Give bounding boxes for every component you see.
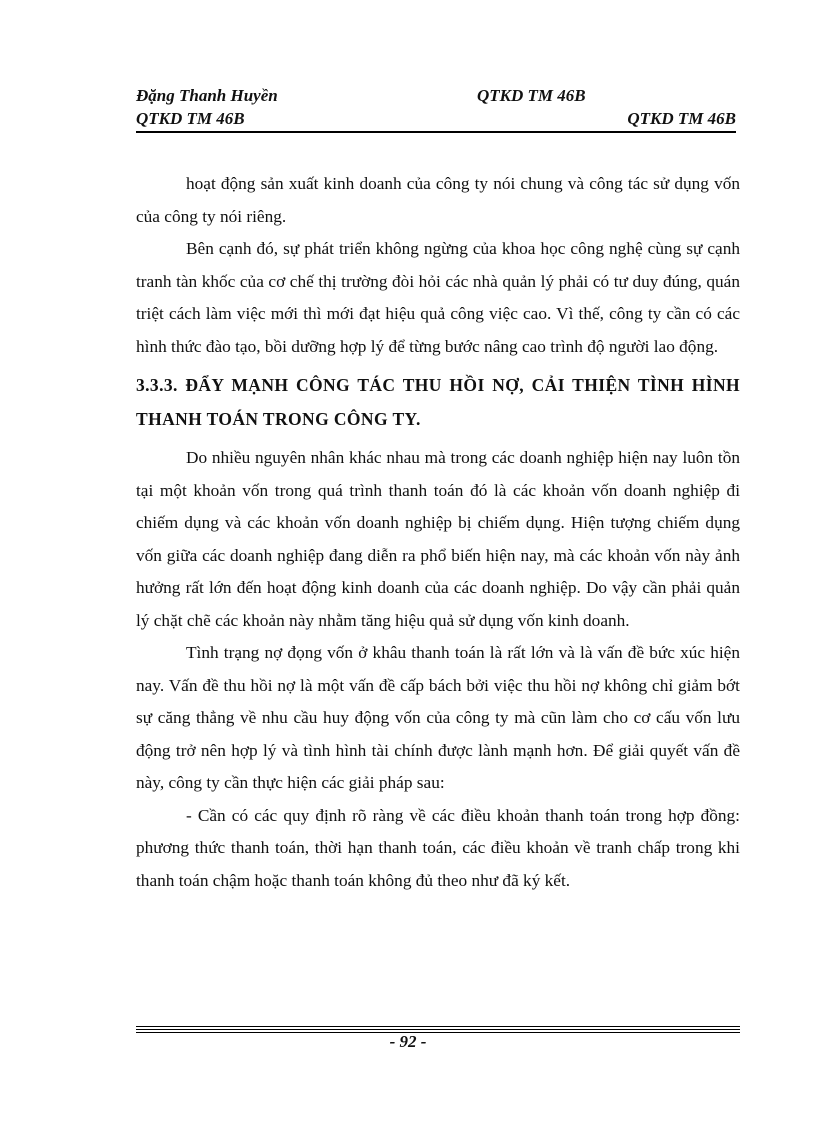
document-body	[136, 168, 740, 897]
page-header	[136, 84, 736, 134]
paragraph-capital-appropriation: Do nhiều nguyên nhân khác nhau mà trong các doanh nghiệp hiện nay luôn tồn tại một khoản vốn trong quá trình thanh toán đó là các khoản vốn doanh nghiệp đi chiếm dụng và các khoản vốn doanh nghiệp bị chiếm dụng. Hiện tượng chiếm dụng vốn giữa các doanh nghiệp đang diễn ra phổ biến hiện nay, mà các khoản vốn này ảnh hưởng rất lớn đến hoạt động kinh doanh của các doanh nghiệp. Do vậy cần phải quản lý chặt chẽ các khoản này nhằm tăng hiệu quả sử dụng vốn kinh doanh.	[136, 448, 740, 630]
paragraph-technology: Bên cạnh đó, sự phát triển không ngừng của khoa học công nghệ cùng sự cạnh tranh tàn khốc của cơ chế thị trường đòi hỏi các nhà quản lý phải có tư duy đúng, quán triệt cách làm việc mới thì mới đạt hiệu quả công việc cao. Vì thế, công ty cần có các hình thức đào tạo, bồi dưỡng hợp lý để từng bước nâng cao trình độ người lao động.	[136, 239, 740, 356]
paragraph-debt-collection: Tình trạng nợ đọng vốn ở khâu thanh toán là rất lớn và là vấn đề bức xúc hiện nay. Vấn đề thu hồi nợ là một vấn đề cấp bách bởi việc thu hồi nợ không chỉ giảm bớt sự căng thẳng về nhu cầu huy động vốn của công ty mà cũn làm cho cơ cấu vốn lưu động trở nên hợp lý và tình hình tài chính được lành mạnh hơn. Để giải quyết vấn đề này, công ty cần thực hiện các giải pháp sau:	[136, 643, 740, 792]
footer-rule-1	[136, 1026, 740, 1027]
header-author: Đặng Thanh Huyền	[136, 86, 278, 105]
header-rule	[136, 131, 736, 133]
paragraph-contract-terms: - Cần có các quy định rõ ràng về các điều khoản thanh toán trong hợp đồng: phương thức thanh toán, thời hạn thanh toán, các điều khoản về tranh chấp trong khi thanh toán chậm hoặc thanh toán không đủ theo như đã ký kết.	[136, 805, 740, 890]
paragraph-continuation: hoạt động sản xuất kinh doanh của công ty nói chung và công tác sử dụng vốn của công ty nói riêng.	[136, 174, 740, 226]
header-class-center: QTKD TM 46B	[477, 86, 586, 105]
footer-rule-2	[136, 1029, 740, 1030]
header-class-right: QTKD TM 46B	[627, 109, 736, 128]
header-class-left: QTKD TM 46B	[136, 109, 245, 128]
section-heading-3-3-3: 3.3.3. ĐẨY MẠNH CÔNG TÁC THU HỒI NỢ, CẢI THIỆN TÌNH HÌNH THANH TOÁN TRONG CÔNG TY.	[136, 375, 740, 429]
page-number: - 92 -	[389, 1032, 427, 1051]
